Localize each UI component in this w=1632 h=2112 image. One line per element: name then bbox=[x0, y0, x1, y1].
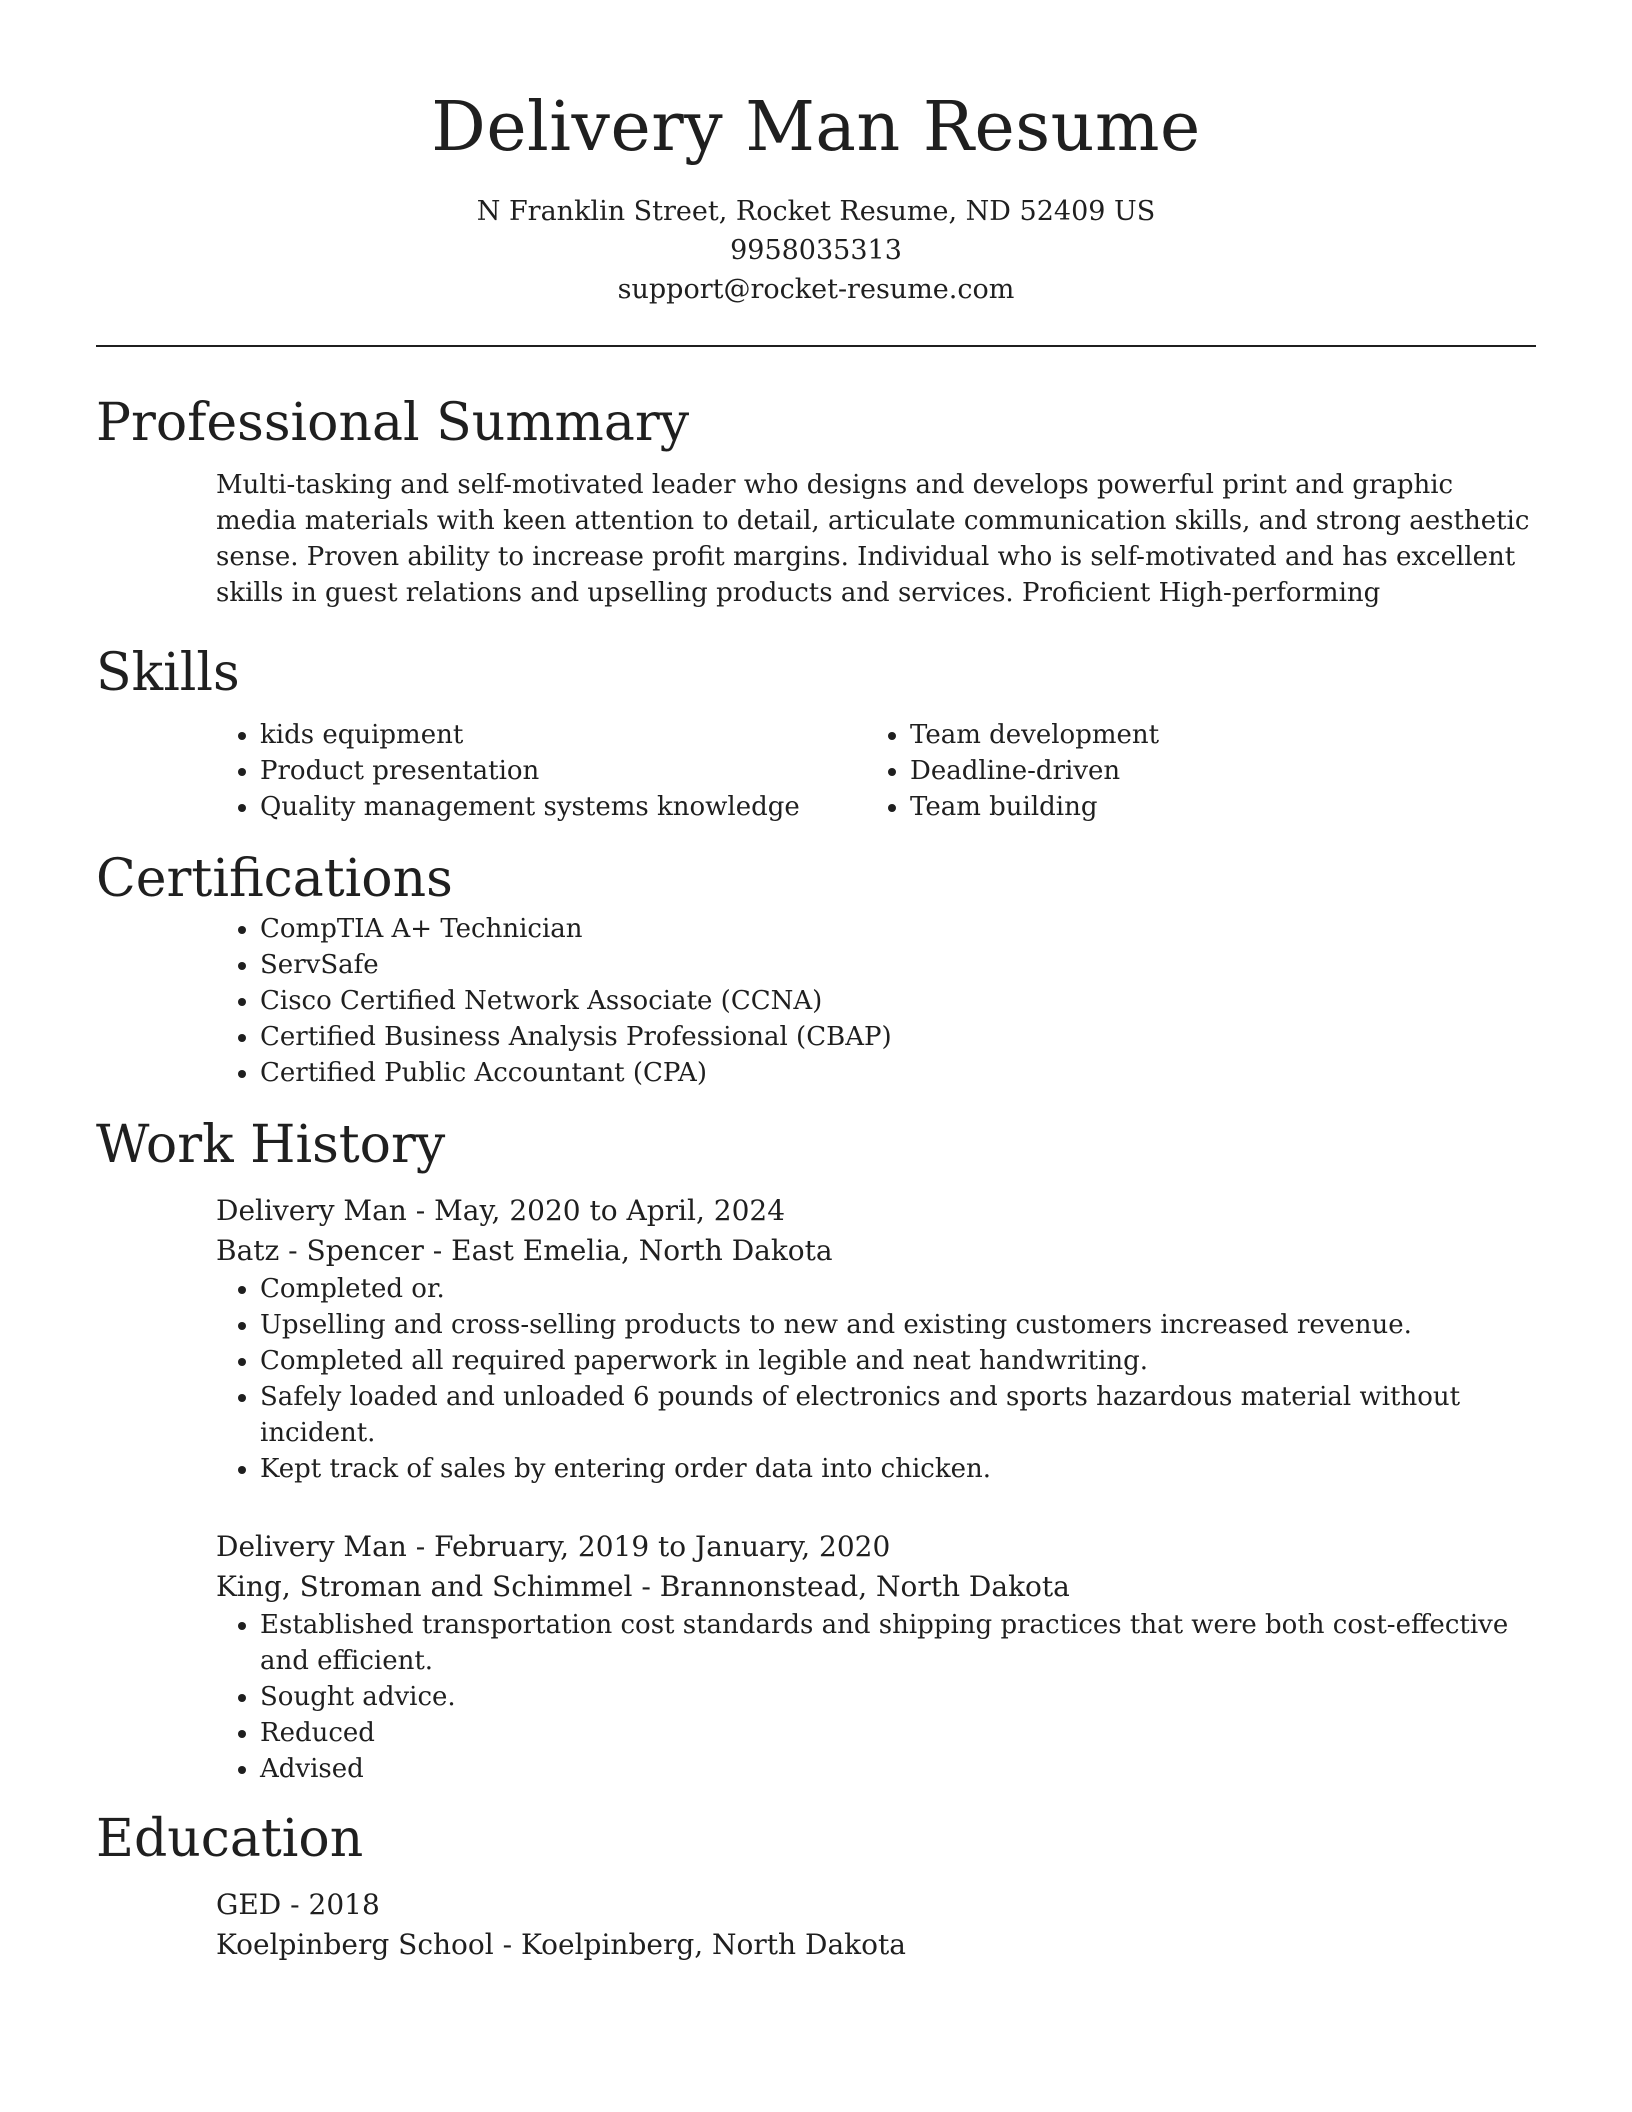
education-school-line bbox=[96, 1925, 1536, 1965]
work-history-heading: Work History bbox=[96, 1115, 446, 1175]
list-item: • Cisco Certified Network Associate (CCNA) bbox=[260, 983, 1536, 1019]
job-bullets bbox=[96, 1271, 1536, 1487]
education-location: - Koelpinberg, North Dakota bbox=[493, 1928, 906, 1961]
skills-column-right bbox=[866, 717, 1516, 825]
list-item: • Deadline-driven bbox=[910, 753, 1516, 789]
list-item: • Certified Business Analysis Professional (CBAP) bbox=[260, 1019, 1536, 1055]
email: support@rocket-resume.com bbox=[617, 274, 1015, 305]
job-dates: - May, 2020 to April, 2024 bbox=[406, 1194, 786, 1227]
list-item: • Advised bbox=[260, 1751, 1536, 1787]
resume-title: Delivery Man Resume bbox=[431, 88, 1201, 167]
job-title-line bbox=[96, 1191, 1536, 1231]
list-item: • Quality management systems knowledge bbox=[260, 789, 866, 825]
list-item: • Completed all required paperwork in legible and neat handwriting. bbox=[260, 1343, 1536, 1379]
education-degree-line bbox=[96, 1885, 1536, 1925]
list-item: • CompTIA A+ Technician bbox=[260, 911, 1536, 947]
list-item: • Team building bbox=[910, 789, 1516, 825]
job-role: Delivery Man bbox=[216, 1194, 407, 1227]
list-item: • Sought advice. bbox=[260, 1679, 1536, 1715]
job-bullets bbox=[96, 1607, 1536, 1787]
certifications-list bbox=[96, 911, 1536, 1091]
list-item: • kids equipment bbox=[260, 717, 866, 753]
job-role: Delivery Man bbox=[216, 1530, 407, 1563]
job-company: King, Stroman and Schimmel bbox=[216, 1570, 633, 1603]
skills-heading: Skills bbox=[96, 643, 240, 703]
certifications-heading: Certifications bbox=[96, 849, 453, 909]
contact-info bbox=[96, 192, 1536, 309]
list-item: • Established transportation cost standards and shipping practices that were both cost-effective and efficient. bbox=[260, 1607, 1536, 1679]
job-entry bbox=[96, 1191, 1536, 1487]
list-item: • Kept track of sales by entering order data into chicken. bbox=[260, 1451, 1536, 1487]
list-item: • Certified Public Accountant (CPA) bbox=[260, 1055, 1536, 1091]
list-item: • ServSafe bbox=[260, 947, 1536, 983]
job-company-line bbox=[96, 1231, 1536, 1271]
phone: 9958035313 bbox=[730, 235, 902, 266]
summary-text: Multi-tasking and self-motivated leader who designs and develops powerful print and graphic media materials with keen attention to detail, articulate communication skills, and strong aesthetic sense. Proven ability to increase profit margins. Individual who is self-motivated and has excellent skills in guest relations and upselling products and services. Proficient High-performing bbox=[216, 470, 1530, 608]
job-title-line bbox=[96, 1527, 1536, 1567]
education-degree: GED bbox=[216, 1888, 282, 1921]
skills-list bbox=[96, 717, 1536, 825]
education-entry bbox=[96, 1885, 1536, 1965]
list-item: • Reduced bbox=[260, 1715, 1536, 1751]
job-location: - East Emelia, North Dakota bbox=[423, 1234, 833, 1267]
header-divider bbox=[96, 345, 1536, 347]
list-item: • Upselling and cross-selling products to new and existing customers increased revenue. bbox=[260, 1307, 1536, 1343]
address: N Franklin Street, Rocket Resume, ND 52409 US bbox=[476, 196, 1156, 227]
job-company: Batz - Spencer bbox=[216, 1234, 424, 1267]
education-heading: Education bbox=[96, 1809, 364, 1869]
education-school: Koelpinberg School bbox=[216, 1928, 494, 1961]
job-location: - Brannonstead, North Dakota bbox=[632, 1570, 1070, 1603]
job-company-line bbox=[96, 1567, 1536, 1607]
list-item: • Completed or. bbox=[260, 1271, 1536, 1307]
education-year: - 2018 bbox=[281, 1888, 380, 1921]
job-dates: - February, 2019 to January, 2020 bbox=[406, 1530, 891, 1563]
list-item: • Product presentation bbox=[260, 753, 866, 789]
summary-heading: Professional Summary bbox=[96, 393, 690, 453]
resume-header bbox=[96, 0, 1536, 309]
list-item: • Team development bbox=[910, 717, 1516, 753]
skills-column-left bbox=[216, 717, 866, 825]
list-item: • Safely loaded and unloaded 6 pounds of electronics and sports hazardous material without incident. bbox=[260, 1379, 1536, 1451]
job-entry bbox=[96, 1527, 1536, 1787]
